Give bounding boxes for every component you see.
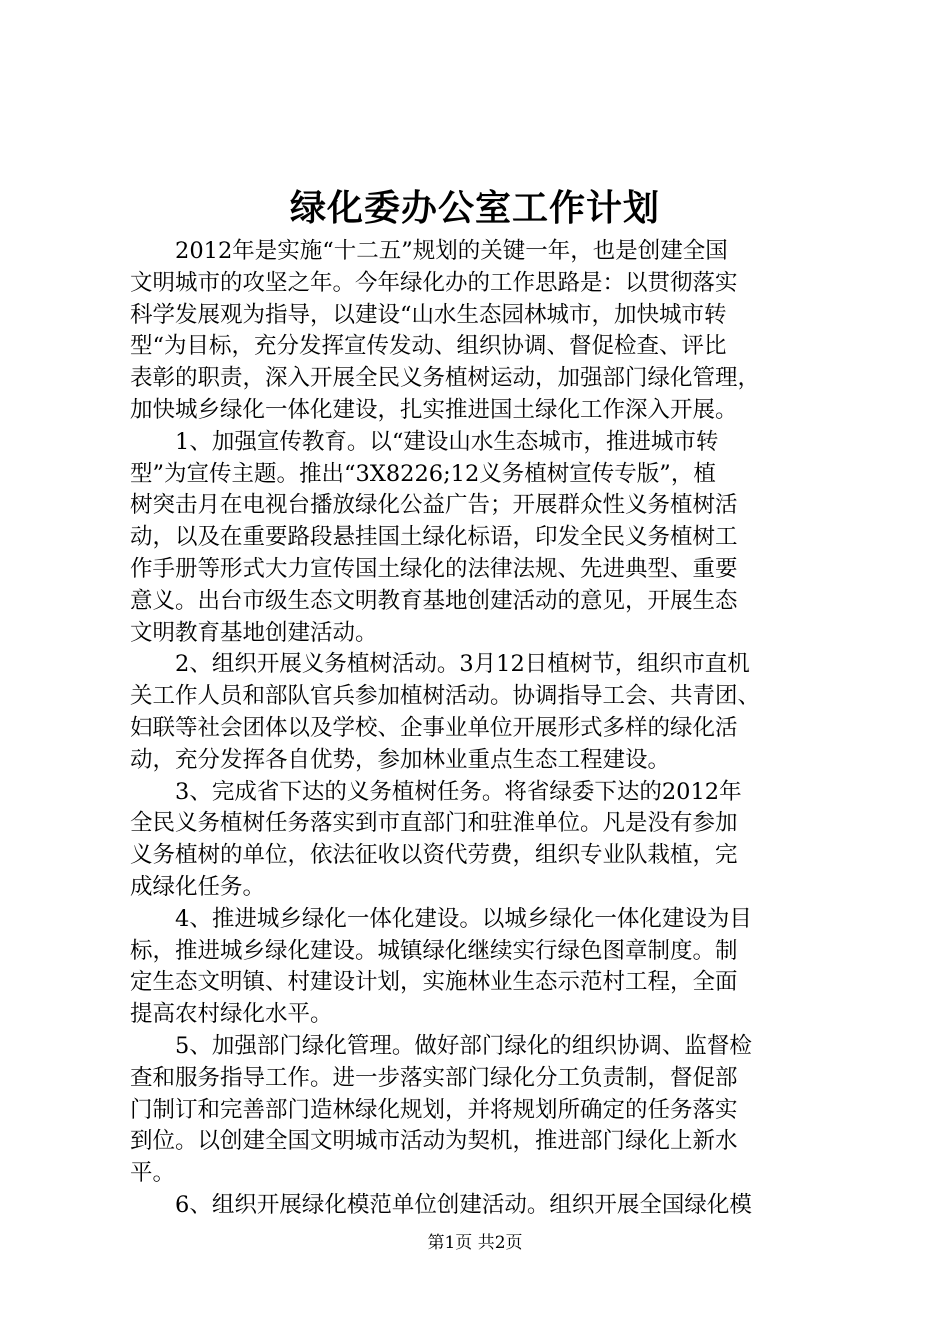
text-line: 树突击月在电视台播放绿化公益广告；开展群众性义务植树活 [130, 492, 738, 519]
document-body [130, 236, 830, 1222]
text-line: 义务植树的单位，依法征收以资代劳费，组织专业队栽植，完 [130, 842, 738, 869]
text-line: 6、组织开展绿化模范单位创建活动。组织开展全国绿化模 [130, 1191, 752, 1218]
paragraph [130, 1031, 830, 1190]
text-line: 定生态文明镇、村建设计划，实施林业生态示范村工程，全面 [130, 969, 738, 996]
text-line: 作手册等形式大力宣传国土绿化的法律法规、先进典型、重要 [130, 555, 738, 582]
text-line: 关工作人员和部队官兵参加植树活动。协调指导工会、共青团、 [130, 683, 761, 710]
text-line: 文明教育基地创建活动。 [130, 619, 378, 646]
text-line: 意义。出台市级生态文明教育基地创建活动的意见，开展生态 [130, 587, 738, 614]
paragraph [130, 236, 830, 427]
document-title: 绿化委办公室工作计划 [289, 187, 660, 229]
paragraph [130, 777, 830, 904]
text-line: 科学发展观为指导，以建设“山水生态园林城市，加快城市转 [130, 301, 727, 328]
paragraph [130, 649, 830, 776]
text-line: 3、完成省下达的义务植树任务。将省绿委下达的2012年 [130, 778, 742, 805]
text-line: 妇联等社会团体以及学校、企事业单位开展形式多样的绿化活 [130, 714, 738, 741]
paragraph [130, 1190, 830, 1222]
text-line: 加快城乡绿化一体化建设，扎实推进国土绿化工作深入开展。 [130, 396, 738, 423]
paragraph [130, 427, 830, 650]
text-line: 型“为目标，充分发挥宣传发动、组织协调、督促检查、评比 [130, 333, 727, 360]
text-line: 表彰的职责，深入开展全民义务植树运动，加强部门绿化管理， [130, 365, 761, 392]
text-line: 文明城市的攻坚之年。今年绿化办的工作思路是：以贯彻落实 [130, 269, 738, 296]
text-line: 到位。以创建全国文明城市活动为契机，推进部门绿化上新水 [130, 1128, 738, 1155]
text-line: 成绿化任务。 [130, 873, 266, 900]
text-line: 动，以及在重要路段悬挂国土绿化标语，印发全民义务植树工 [130, 524, 738, 551]
text-line: 5、加强部门绿化管理。做好部门绿化的组织协调、监督检 [130, 1032, 752, 1059]
text-line: 平。 [130, 1160, 176, 1187]
text-line: 查和服务指导工作。进一步落实部门绿化分工负责制，督促部 [130, 1064, 738, 1091]
text-line: 2012年是实施“十二五”规划的关键一年，也是创建全国 [130, 238, 728, 264]
text-line: 标，推进城乡绿化建设。城镇绿化继续实行绿色图章制度。制 [130, 937, 738, 964]
text-line: 提高农村绿化水平。 [130, 1001, 333, 1028]
text-line: 门制订和完善部门造林绿化规划，并将规划所确定的任务落实 [130, 1096, 738, 1123]
text-line: 型”为宣传主题。推出“3X8226;12义务植树宣传专版”，植 [130, 460, 716, 487]
text-line: 2、组织开展义务植树活动。3月12日植树节，组织市直机 [130, 651, 750, 678]
text-line: 全民义务植树任务落实到市直部门和驻淮单位。凡是没有参加 [130, 810, 738, 837]
paragraph [130, 904, 830, 1031]
text-line: 4、推进城乡绿化一体化建设。以城乡绿化一体化建设为目 [130, 905, 752, 932]
text-line: 动，充分发挥各自优势，参加林业重点生态工程建设。 [130, 746, 671, 773]
page-footer: 第1页 共2页 [427, 1233, 523, 1253]
text-line: 1、加强宣传教育。以“建设山水生态城市，推进城市转 [130, 428, 719, 455]
